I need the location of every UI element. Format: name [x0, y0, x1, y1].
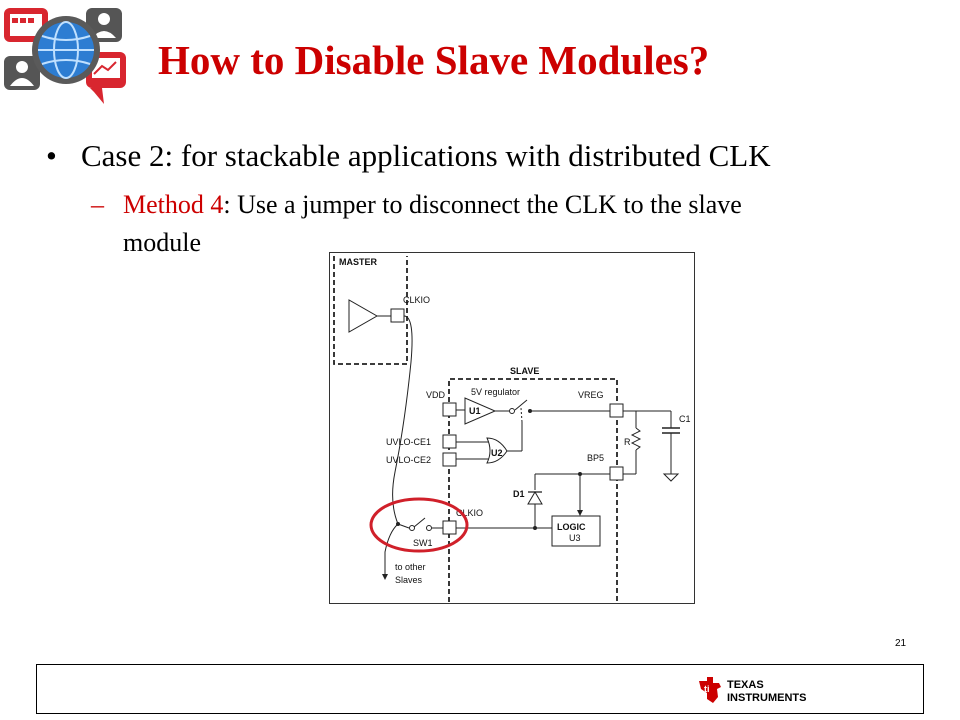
ti-state-icon: [699, 677, 721, 703]
method-description: : Use a jumper to disconnect the CLK to the slave: [223, 190, 742, 219]
logic-label: LOGIC: [557, 522, 586, 532]
bullet-case-2-text: Case 2: for stackable applications with distributed CLK: [81, 138, 771, 173]
method-label: Method 4: [123, 190, 224, 219]
u3-label: U3: [569, 533, 581, 543]
master-label: MASTER: [339, 257, 377, 267]
u2-label: U2: [491, 448, 503, 458]
vdd-label: VDD: [426, 390, 446, 400]
uvlo-ce2-label: UVLO-CE2: [386, 455, 432, 465]
brand-line1: TEXAS: [727, 679, 764, 691]
vdd-pin: [443, 403, 456, 416]
svg-text:ti: ti: [704, 684, 710, 694]
bullet-method-4-line2: module: [123, 228, 201, 257]
bullet-method-4-line1: [123, 186, 742, 223]
uvlo-ce1-pin: [443, 435, 456, 448]
footer-bar: [36, 664, 924, 714]
bp5-pin: [610, 467, 623, 480]
bp5-label: BP5: [587, 453, 605, 463]
d1-label: D1: [513, 489, 525, 499]
diagram-frame: [330, 253, 695, 604]
vreg-label: VREG: [578, 390, 604, 400]
circuit-diagram: [329, 252, 695, 604]
bullet-dot: •: [46, 138, 57, 173]
brand-line2: INSTRUMENTS: [727, 692, 807, 704]
regulator-label: 5V regulator: [471, 387, 521, 397]
sw1-switch: [410, 526, 415, 531]
master-clkio-label: CLKIO: [403, 295, 431, 305]
slave-clkio-pin: [443, 521, 456, 534]
sw1-label: SW1: [413, 538, 433, 548]
slave-clkio-label: CLKIO: [456, 508, 484, 518]
slave-label: SLAVE: [510, 366, 540, 376]
vreg-pin: [610, 404, 623, 417]
to-other-label: to other: [395, 562, 426, 572]
texas-instruments-logo: [697, 675, 827, 705]
page-number: 21: [895, 638, 907, 649]
presentation-logo: [2, 4, 130, 108]
uvlo-ce2-pin: [443, 453, 456, 466]
r-label: R: [624, 437, 631, 447]
slide-title: How to Disable Slave Modules?: [158, 37, 710, 83]
u1-label: U1: [469, 406, 481, 416]
c1-label: C1: [679, 414, 691, 424]
slaves-label: Slaves: [395, 575, 423, 585]
uvlo-ce1-label: UVLO-CE1: [386, 437, 432, 447]
master-clkio-pin: [391, 309, 404, 322]
sub-bullet-dash: –: [91, 190, 104, 219]
